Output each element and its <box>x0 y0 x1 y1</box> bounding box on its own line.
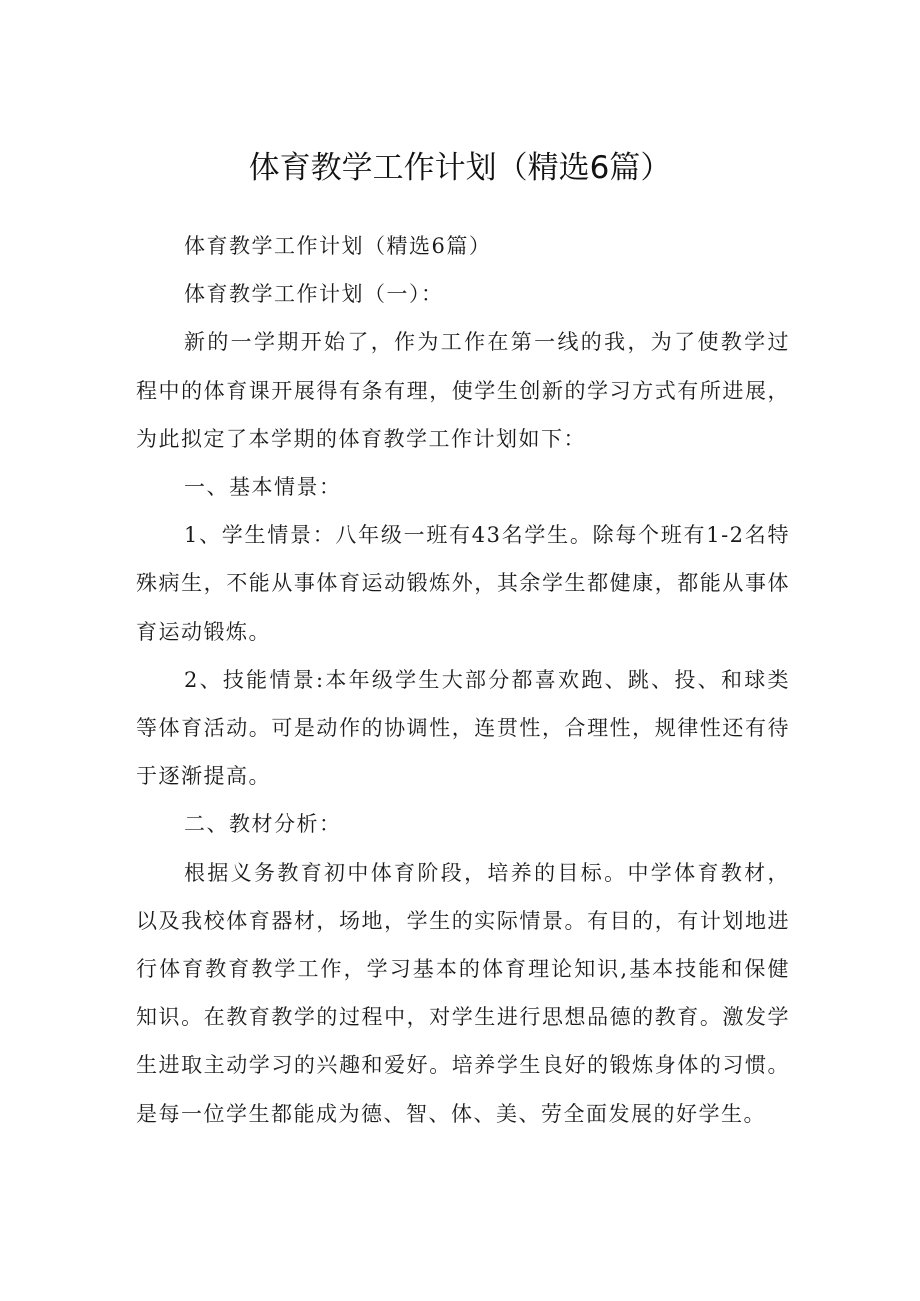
paragraph-intro: 新的一学期开始了，作为工作在第一线的我，为了使教学过程中的体育课开展得有条有理，使学生创新的学习方式有所进展，为此拟定了本学期的体育教学工作计划如下： <box>136 330 790 451</box>
document-title: 体育教学工作计划（精选6篇） <box>248 150 672 186</box>
document-body <box>136 222 790 1138</box>
paragraph-student-situation: 1、学生情景：八年级一班有43名学生。除每个班有1-2名特殊病生，不能从事体育运动锻炼外，其余学生都健康，都能从事体育运动锻炼。 <box>136 523 790 644</box>
paragraph-skill-situation: 2、技能情景:本年级学生大部分都喜欢跑、跳、投、和球类等体育活动。可是动作的协调性，连贯性，合理性，规律性还有待于逐渐提高。 <box>136 667 790 789</box>
paragraph-textbook-analysis: 根据义务教育初中体育阶段，培养的目标。中学体育教材，以及我校体育器材，场地，学生的实际情景。有目的，有计划地进行体育教育教学工作，学习基本的体育理论知识,基本技能和保健知识。在教育教学的过程中，对学生进行思想品德的教育。激发学生进取主动学习的兴趣和爱好。培养学生良好的锻炼身体的习惯。是每一位学生都能成为德、智、体、美、劳全面发展的好学生。 <box>136 860 790 1126</box>
section-heading-textbook-analysis: 二、教材分析： <box>184 812 342 837</box>
section-heading-basic-situation: 一、基本情景： <box>184 475 342 500</box>
paragraph-part-one-heading: 体育教学工作计划（一）： <box>184 282 444 307</box>
paragraph-subtitle: 体育教学工作计划（精选6篇） <box>184 234 492 258</box>
